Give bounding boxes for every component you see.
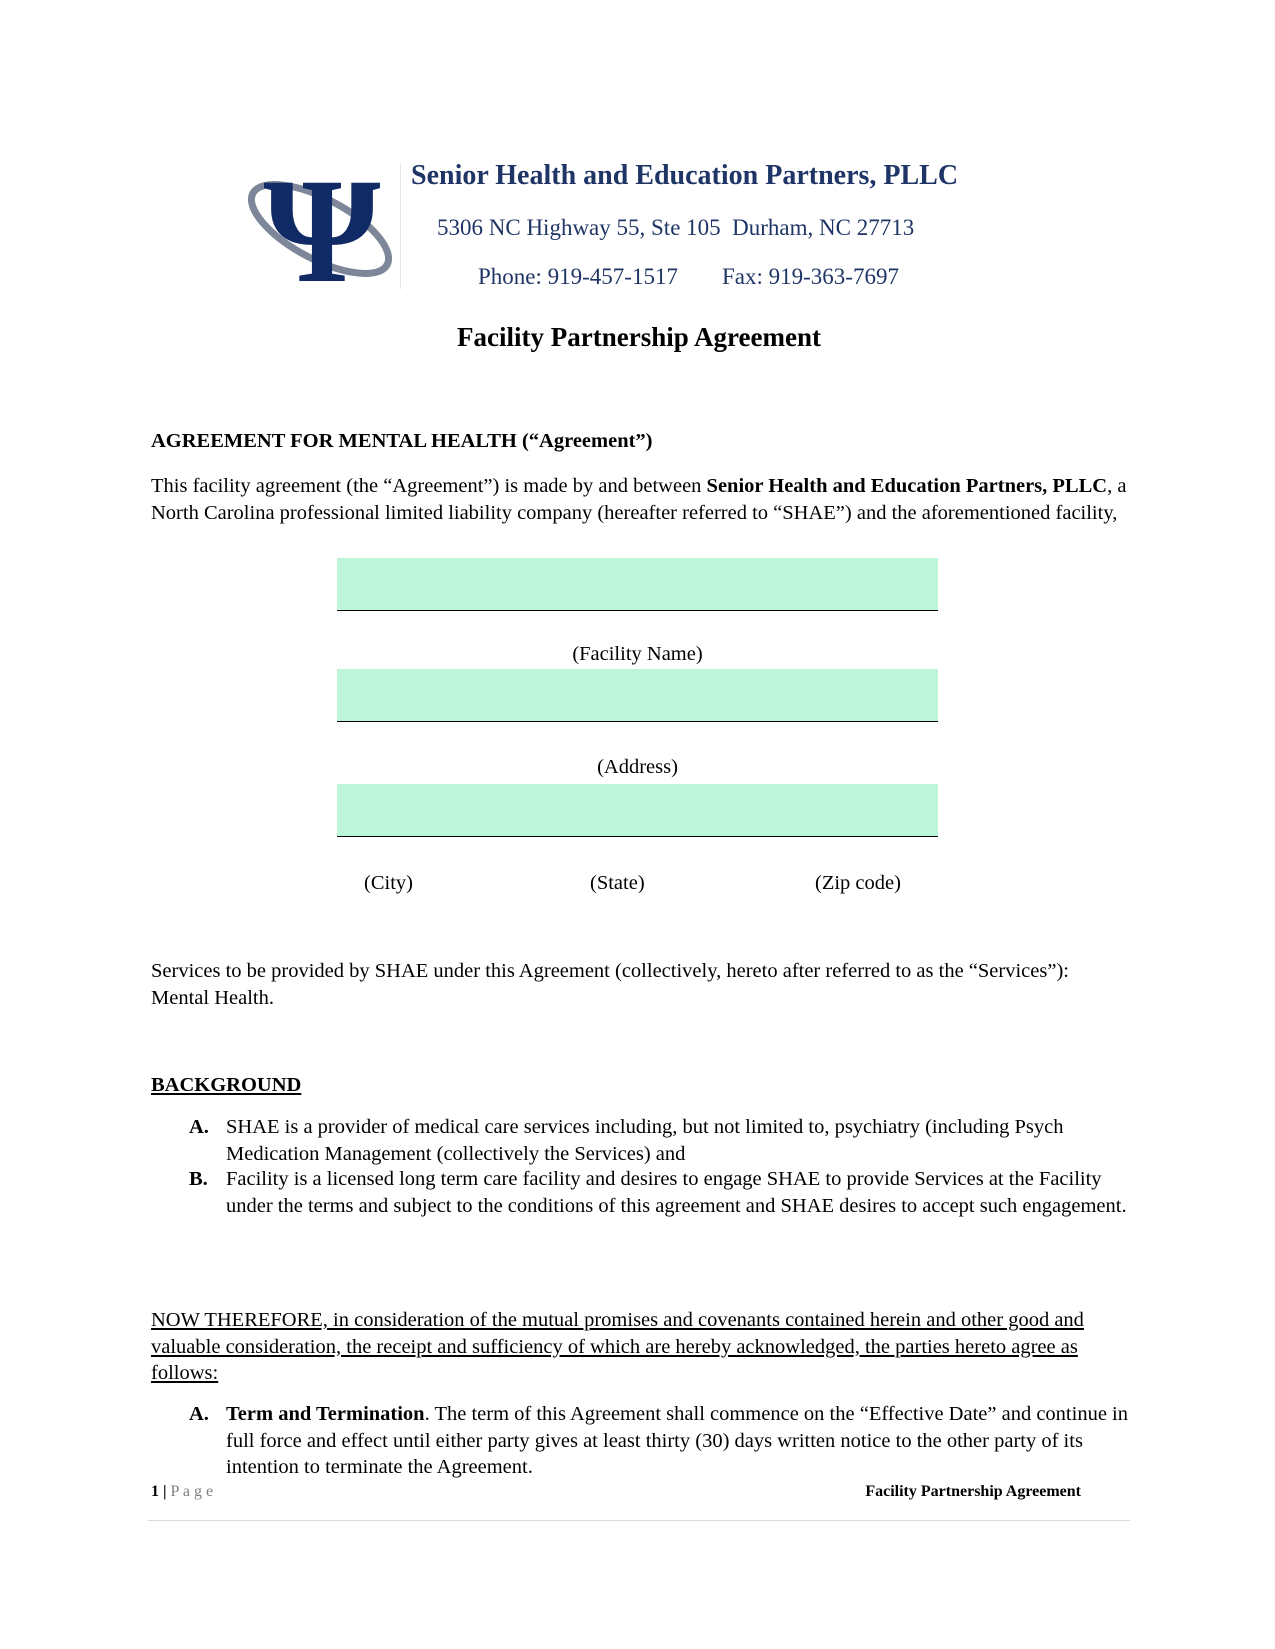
background-heading: BACKGROUND xyxy=(151,1074,302,1096)
services-paragraph: Services to be provided by SHAE under this Agreement (collectively, hereto after referred to as the “Services”): Mental Health. xyxy=(151,960,1069,1009)
document-title: Facility Partnership Agreement xyxy=(457,322,821,352)
list-text xyxy=(226,1401,1131,1481)
background-item-a xyxy=(151,1114,1131,1167)
list-text: Facility is a licensed long term care facility and desires to engage SHAE to provide Services at the Facility under the terms and subject to the conditions of this agreement and SHAE desires to accept such engagement. xyxy=(226,1168,1127,1217)
term-text: . The term of this Agreement shall commence on the “Effective Date” and continue in full force and effect until either party gives at least thirty (30) days written notice to the other party of its intention to terminate the Agreement. xyxy=(226,1403,1128,1478)
company-phone: Phone: 919-457-1517 xyxy=(478,264,678,289)
list-text: SHAE is a provider of medical care services including, but not limited to, psychiatry (including Psych Medication Management (collectively the Services) and xyxy=(226,1116,1064,1165)
city-label: (City) xyxy=(364,872,413,894)
page-word: P a g e xyxy=(170,1483,214,1500)
page-sep: | xyxy=(159,1483,171,1500)
intro-text-2: , a North Carolina professional limited liability company (hereafter referred to “SHAE”) and the aforementioned facility, xyxy=(151,475,1127,524)
logo xyxy=(242,163,401,289)
list-marker: B. xyxy=(189,1168,208,1190)
page-number xyxy=(151,1483,213,1501)
address-field[interactable] xyxy=(337,669,938,722)
page-num: 1 xyxy=(151,1483,159,1500)
zip-label: (Zip code) xyxy=(815,872,901,894)
psi-logo-icon xyxy=(242,163,400,289)
list-marker: A. xyxy=(189,1116,209,1138)
address-label: (Address) xyxy=(597,756,678,778)
now-therefore-paragraph: NOW THEREFORE, in consideration of the mutual promises and covenants contained herein and other good and valuable consideration, the receipt and sufficiency of which are hereby acknowledged, the parties hereto agree as follows: xyxy=(151,1309,1084,1384)
footer-title: Facility Partnership Agreement xyxy=(865,1483,1081,1500)
facility-name-field[interactable] xyxy=(337,558,938,611)
state-label: (State) xyxy=(590,872,645,894)
background-item-b xyxy=(151,1166,1131,1219)
city-state-zip-field[interactable] xyxy=(337,784,938,837)
company-name: Senior Health and Education Partners, PLLC xyxy=(411,160,959,191)
term-title: Term and Termination xyxy=(226,1403,425,1425)
facility-name-label: (Facility Name) xyxy=(572,643,703,665)
intro-paragraph xyxy=(151,473,1136,526)
company-fax: Fax: 919-363-7697 xyxy=(722,264,899,289)
company-address: 5306 NC Highway 55, Ste 105 Durham, NC 27713 xyxy=(437,215,915,240)
agreement-heading: AGREEMENT FOR MENTAL HEALTH (“Agreement”) xyxy=(151,430,653,452)
footer-divider xyxy=(148,1520,1130,1521)
term-item-a xyxy=(151,1401,1131,1481)
list-marker: A. xyxy=(189,1403,209,1425)
svg-text:Ψ: Ψ xyxy=(263,163,381,289)
intro-text-1: This facility agreement (the “Agreement”) is made by and between xyxy=(151,475,707,497)
intro-company: Senior Health and Education Partners, PLLC xyxy=(706,475,1108,497)
